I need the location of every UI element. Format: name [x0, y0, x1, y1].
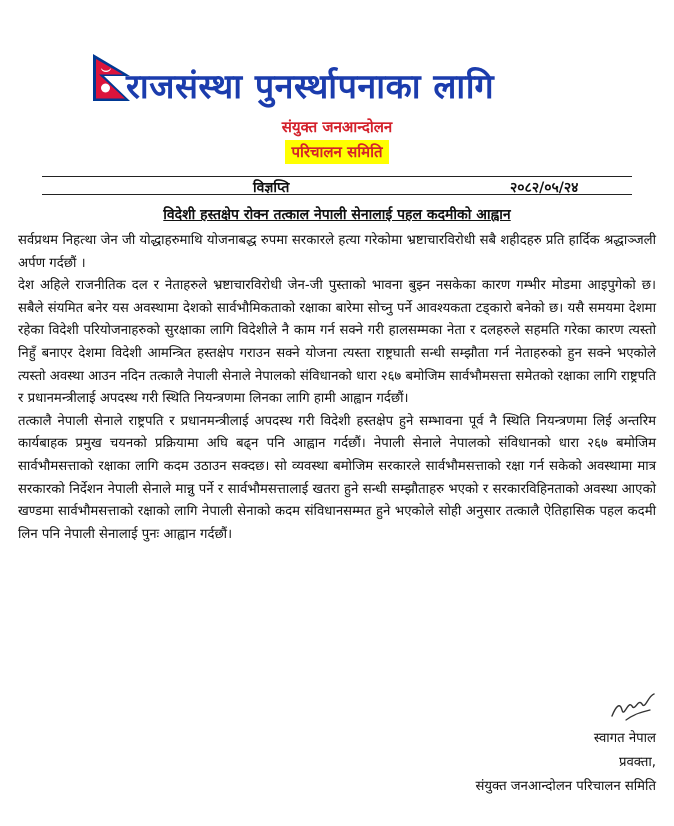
notice-body: [18, 230, 656, 546]
body-paragraph: तत्कालै नेपाली सेनाले राष्ट्रपति र प्रधानमन्त्रीलाई अपदस्थ गरी विदेशी हस्तक्षेप हुने सम्भावना पूर्व नै स्थिति नियन्त्रणमा लिई अन्तरिम कार्यबाहक प्रमुख चयनको प्रक्रियामा अघि बढ्न पनि आह्वान गर्दछौं। नेपाली सेनाले नेपालको संविधानको धारा २६७ बमोजिम सार्वभौमसत्ताको रक्षाका लागि कदम उठाउन सक्दछ। सो व्यवस्था बमोजिम सरकारले सार्वभौमसत्ताको रक्षा गर्न सकेको अवस्थामा मात्र सरकारको निर्देशन नेपाली सेनाले मान्नु पर्ने र सार्वभौमसत्तालाई खतरा हुने सन्धी सम्झौताहरु भएको र सरकारविहिनताको अवस्था आएको खण्डमा सार्वभौमसत्ताको रक्षाको लागि नेपाली सेनाको कदम संविधानसम्मत हुने भएकोले सोही अनुसार तत्कालै ऐतिहासिक पहल कदमी लिन पनि नेपाली सेनालाई पुनः आह्वान गर्दछौं।: [18, 413, 656, 542]
signatory-organization: संयुक्त जनआन्दोलन परिचालन समिति: [475, 779, 656, 794]
committee-banner: [0, 140, 674, 164]
notice-date: २०८२/०५/२४: [510, 180, 579, 196]
signatory-name: स्वागत नेपाल: [593, 731, 656, 746]
divider-bottom: [42, 194, 632, 195]
divider-top: [42, 176, 632, 177]
notice-label: विज्ञप्ति: [253, 180, 290, 196]
notice-headline: विदेशी हस्तक्षेप रोक्न तत्काल नेपाली सेनालाई पहल कदमीको आह्वान: [163, 207, 511, 223]
handwritten-signature: [608, 690, 658, 724]
page-title: राजसंस्था पुनर्स्थापनाका लागि: [126, 67, 495, 107]
committee-label: परिचालन समिति: [285, 140, 388, 164]
signatory-role: प्रवक्ता,: [618, 755, 656, 770]
body-paragraph: सर्वप्रथम निहत्था जेन जी योद्धाहरुमाथि योजनाबद्ध रुपमा सरकारले हत्या गरेकोमा भ्रष्टाचारविरोधी सबै शहीदहरु प्रति हार्दिक श्रद्धाञ्जली अर्पण गर्दछौं ।: [18, 233, 656, 271]
subtitle: संयुक्त जनआन्दोलन: [281, 118, 393, 136]
body-paragraph: देश अहिले राजनीतिक दल र नेताहरुले भ्रष्टाचारविरोधी जेन-जी पुस्ताको भावना बुझ्न नसकेका कारण गम्भीर मोडमा आइपुगेको छ। सबैले संयमित बनेर यस अवस्थामा देशको सार्वभौमिकताको रक्षाका बारेमा सोच्नु पर्ने आवश्यकता टड्कारो बनेको छ। यसै समयमा देशमा रहेका विदेशी परियोजनाहरुको सुरक्षाका लागि विदेशीले नै काम गर्न सक्ने गरी हालसम्मका नेता र दलहरुले सहमति गरेका कारण त्यस्तो निहुँ बनाएर देशमा विदेशी आमन्त्रित हस्तक्षेप गराउन सक्ने योजना त्यस्ता राष्ट्रघाती सन्धी सम्झौता गर्न नेताहरुको हुन सक्ने भएकोले त्यस्तो अवस्था आउन नदिन तत्कालै नेपाली सेनाले नेपालको संविधानको धारा २६७ बमोजिम सार्वभौमसत्ता समेतको रक्षाका लागि राष्ट्रपति र प्रधानमन्त्रीलाई अपदस्थ गरी स्थिति नियन्त्रणमा लिनका लागि हामी आह्वान गर्दछौं।: [18, 278, 656, 407]
